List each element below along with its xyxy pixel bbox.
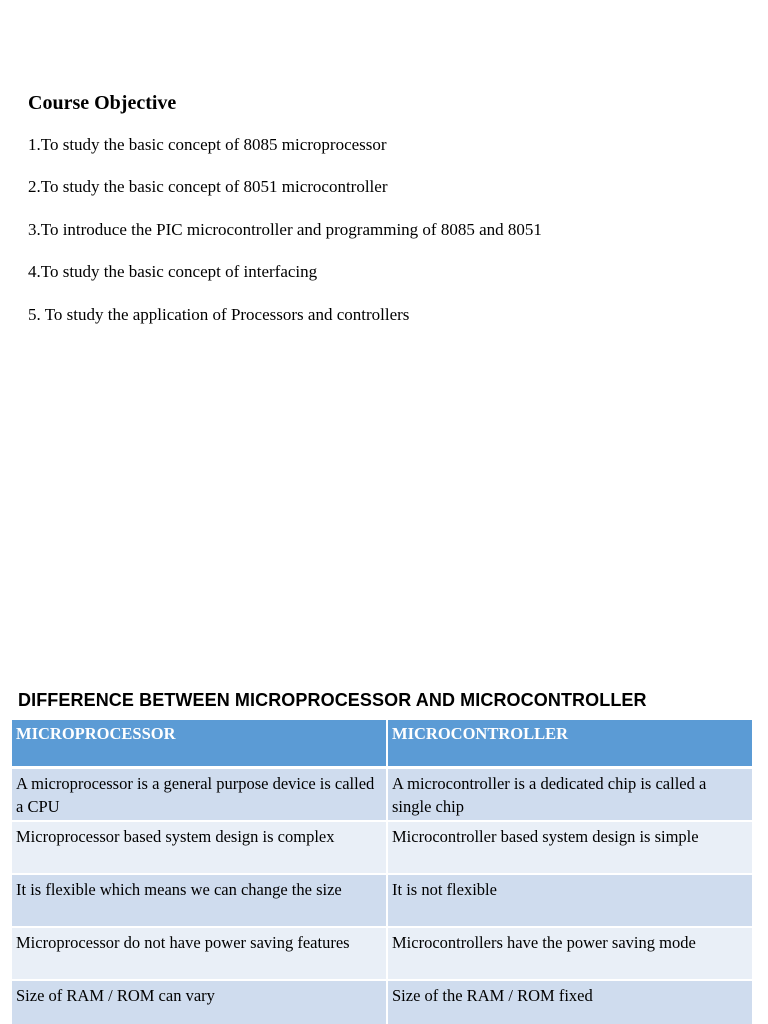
table-cell: Microprocessor based system design is complex bbox=[12, 821, 387, 874]
objective-item: 2.To study the basic concept of 8051 microcontroller bbox=[28, 177, 388, 196]
table-cell: It is not flexible bbox=[387, 874, 753, 927]
comparison-heading: DIFFERENCE BETWEEN MICROPROCESSOR AND MICROCONTROLLER bbox=[18, 690, 647, 710]
table-cell: A microcontroller is a dedicated chip is called a single chip bbox=[387, 768, 753, 822]
table-cell: Size of the RAM / ROM fixed bbox=[387, 980, 753, 1024]
table-cell: Microcontroller based system design is simple bbox=[387, 821, 753, 874]
objective-item: 3.To introduce the PIC microcontroller and programming of 8085 and 8051 bbox=[28, 220, 542, 239]
header-microprocessor: MICROPROCESSOR bbox=[12, 720, 387, 768]
table-row bbox=[12, 768, 753, 822]
table-row bbox=[12, 927, 753, 980]
header-microcontroller: MICROCONTROLLER bbox=[387, 720, 753, 768]
objective-item: 5. To study the application of Processors and controllers bbox=[28, 305, 410, 324]
table-row bbox=[12, 821, 753, 874]
objective-item: 1.To study the basic concept of 8085 microprocessor bbox=[28, 135, 387, 154]
table-cell: Microprocessor do not have power saving features bbox=[12, 927, 387, 980]
course-objective-title: Course Objective bbox=[28, 92, 177, 114]
table-cell: Size of RAM / ROM can vary bbox=[12, 980, 387, 1024]
table-row bbox=[12, 980, 753, 1024]
objective-item: 4.To study the basic concept of interfacing bbox=[28, 262, 318, 281]
table-cell: A microprocessor is a general purpose device is called a CPU bbox=[12, 768, 387, 822]
comparison-table bbox=[12, 720, 754, 1024]
table-header-row bbox=[12, 720, 753, 768]
table-row bbox=[12, 874, 753, 927]
table-cell: Microcontrollers have the power saving mode bbox=[387, 927, 753, 980]
table-cell: It is flexible which means we can change the size bbox=[12, 874, 387, 927]
